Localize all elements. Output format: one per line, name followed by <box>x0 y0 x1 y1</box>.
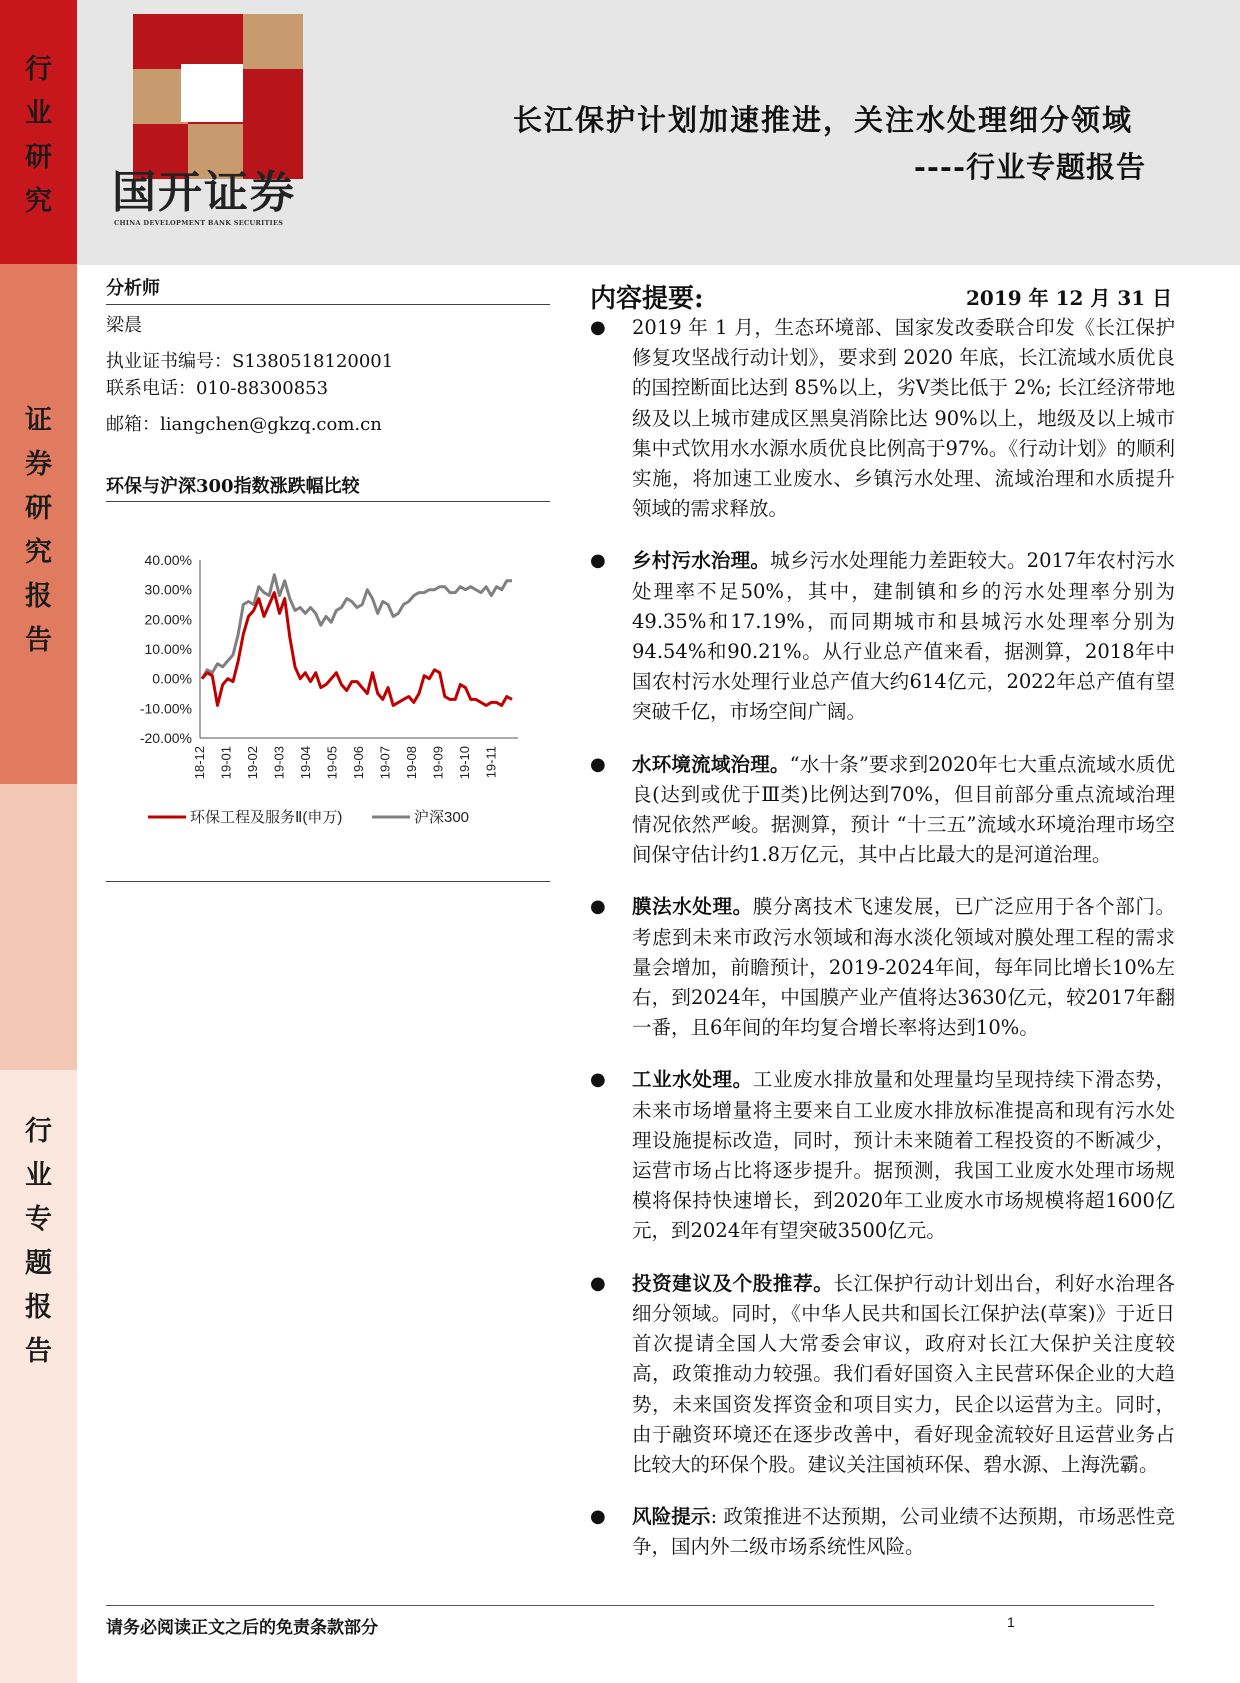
index-comparison-chart <box>106 530 550 840</box>
page-number: 1 <box>1007 1614 1015 1630</box>
x-tick-label: 19-01 <box>218 746 234 780</box>
analyst-cert: 执业证书编号：S1380518120001 <box>106 351 394 372</box>
chart-title-divider <box>106 501 550 502</box>
summary-item <box>590 1269 1175 1480</box>
chart-svg <box>106 530 550 840</box>
summary-item-text: 2019 年 1 月，生态环境部、国家发改委联合印发《长江保护修复攻坚战行动计划》，要求到 2020 年底，长江流域水质优良的国控断面比达到 85%以上，劣Ⅴ类比低于 2%; 长江经济带地级及以上城市建成区黑臭消除比达 90%以上，地级及以上城市集中式饮用水水源水质优良比例高于97%。《行动计划》的顺利实施，将加速工业废水、乡镇污水处理、流域治理和水质提升领域的需求释放。 <box>632 316 1175 521</box>
series-line-1 <box>202 575 512 679</box>
y-tick-label: -10.00% <box>139 700 192 717</box>
sidebar-segment-spacer <box>0 784 77 1070</box>
summary-item <box>590 892 1175 1043</box>
y-tick-label: 30.00% <box>144 581 192 598</box>
summary-item-title: 膜法水处理。 <box>632 895 753 919</box>
summary-item <box>590 546 1175 727</box>
y-tick-label: 40.00% <box>144 552 192 568</box>
y-tick-label: 0.00% <box>152 670 192 687</box>
summary-item-title: 乡村污水治理。 <box>632 549 771 573</box>
report-date: 2019 年 12 月 31 日 <box>966 286 1173 310</box>
bullet-icon: ● <box>590 753 606 775</box>
legend-label-0: 环保工程及服务Ⅱ(申万) <box>190 809 343 826</box>
x-tick-label: 19-07 <box>377 746 393 780</box>
x-tick-label: 19-04 <box>298 746 313 780</box>
footer-divider <box>106 1605 1154 1606</box>
summary-item <box>590 1502 1175 1562</box>
summary-item-title: 水环境流域治理。 <box>632 752 790 776</box>
bullet-icon: ● <box>590 896 606 918</box>
sidebar-segment-topic <box>0 1070 77 1683</box>
analyst-email: 邮箱：liangchen@gkzq.com.cn <box>106 414 382 435</box>
x-tick-label: 18-12 <box>192 746 207 780</box>
x-tick-label: 19-08 <box>404 746 419 780</box>
x-tick-label: 19-03 <box>271 746 287 780</box>
analyst-phone: 联系电话：010-88300853 <box>106 378 329 399</box>
summary-item-title: 投资建议及个股推荐。 <box>632 1271 834 1295</box>
analyst-divider <box>106 304 550 305</box>
x-tick-label: 19-06 <box>351 746 366 780</box>
chart-title: 环保与沪深300指数涨跌幅比较 <box>106 476 360 497</box>
bullet-icon: ● <box>590 1069 606 1091</box>
bullet-icon: ● <box>590 317 606 338</box>
report-title: 长江保护计划加速推进，关注水处理细分领域 <box>512 103 1133 137</box>
summary-heading: 内容提要: <box>590 284 704 314</box>
y-tick-label: 20.00% <box>144 611 192 628</box>
series-line-0 <box>202 593 512 706</box>
sidebar-label-topic-report: 行业专题报告 <box>25 1116 52 1367</box>
analyst-name: 梁晨 <box>106 315 142 336</box>
disclaimer-note: 请务必阅读正文之后的免责条款部分 <box>106 1618 378 1638</box>
summary-item-text: “水十条”要求到2020年七大重点流域水质优良(达到或优于Ⅲ类)比例达到70%，但目前部分重点流域治理情况依然严峻。据测算，预计 “十三五”流域水环境治理市场空间保守估计约1.8万亿元，其中占比最大的是河道治理。 <box>632 752 1175 867</box>
left-column-divider <box>106 881 550 882</box>
x-tick-label: 19-02 <box>245 746 260 780</box>
sidebar-label-securities-report: 证券研究报告 <box>25 405 52 656</box>
logo-mark-icon <box>133 14 303 179</box>
report-subtitle: ----行业专题报告 <box>913 150 1146 184</box>
summary-item-title: 工业水处理。 <box>632 1068 753 1092</box>
summary-item <box>590 313 1175 524</box>
legend-label-1: 沪深300 <box>414 809 470 826</box>
summary-item <box>590 750 1175 871</box>
left-sidebar <box>0 0 77 1683</box>
x-tick-label: 19-10 <box>457 746 472 780</box>
company-logo <box>133 14 303 183</box>
sidebar-segment-industry <box>0 0 77 264</box>
summary-item <box>590 1065 1175 1246</box>
x-tick-label: 19-11 <box>483 746 499 779</box>
sidebar-label-industry-research: 行业研究 <box>25 54 52 217</box>
x-tick-label: 19-09 <box>430 746 446 780</box>
summary-item-text: 工业废水排放量和处理量均呈现持续下滑态势，未来市场增量将主要来自工业废水排放标准提高和现有污水处理设施提标改造，同时，预计未来随着工程投资的不断减少，运营市场占比将逐步提升。据预测，我国工业废水处理市场规模将保持快速增长，到2020年工业废水市场规模将超1600亿元，到2024年有望突破3500亿元。 <box>632 1068 1175 1243</box>
summary-item-text: 长江保护行动计划出台，利好水治理各细分领域。同时，《中华人民共和国长江保护法(草案)》于近日首次提请全国人大常委会审议，政府对长江大保护关注度较高，政策推动力较强。我们看好国资入主民营环保企业的大趋势，未来国资发挥资金和项目实力，民企以运营为主。同时，由于融资环境还在逐步改善中，看好现金流较好且运营业务占比较大的环保个股。建议关注国祯环保、碧水源、上海洗霸。 <box>632 1271 1175 1476</box>
bullet-icon: ● <box>590 1506 606 1528</box>
analyst-heading: 分析师 <box>106 278 160 299</box>
sidebar-segment-securities <box>0 264 77 784</box>
summary-item-text: 城乡污水处理能力差距较大。2017年农村污水处理率不足50%，其中，建制镇和乡的污水处理率分别为49.35%和17.19%，而同期城市和县城污水处理率分别为94.54%和90.21%。从行业总产值来看，据测算，2018年中国农村污水处理行业总产值大约614亿元，2022年总产值有望突破千亿，市场空间广阔。 <box>632 549 1175 724</box>
y-tick-label: 10.00% <box>144 641 192 657</box>
summary-item-title: 风险提示 <box>632 1505 711 1529</box>
summary-item-text: 膜分离技术飞速发展，已广泛应用于各个部门。考虑到未来市政污水领域和海水淡化领域对膜处理工程的需求量会增加，前瞻预计，2019-2024年间，每年同比增长10%左右，到2024年，中国膜产业产值将达3630亿元，较2017年翻一番，且6年间的年均复合增长率将达到10%。 <box>632 895 1175 1040</box>
x-tick-label: 19-05 <box>324 746 340 780</box>
bullet-icon: ● <box>590 1272 606 1294</box>
logo-english-name: CHINA DEVELOPMENT BANK SECURITIES <box>114 219 284 227</box>
summary-item-text: : 政策推进不达预期，公司业绩不达预期，市场恶性竞争，国内外二级市场系统性风险。 <box>632 1505 1175 1559</box>
bullet-icon: ● <box>590 550 606 572</box>
summary-bullets <box>590 313 1175 1585</box>
y-tick-label: -20.00% <box>139 730 192 746</box>
logo-name: 国开证券 <box>112 167 296 218</box>
